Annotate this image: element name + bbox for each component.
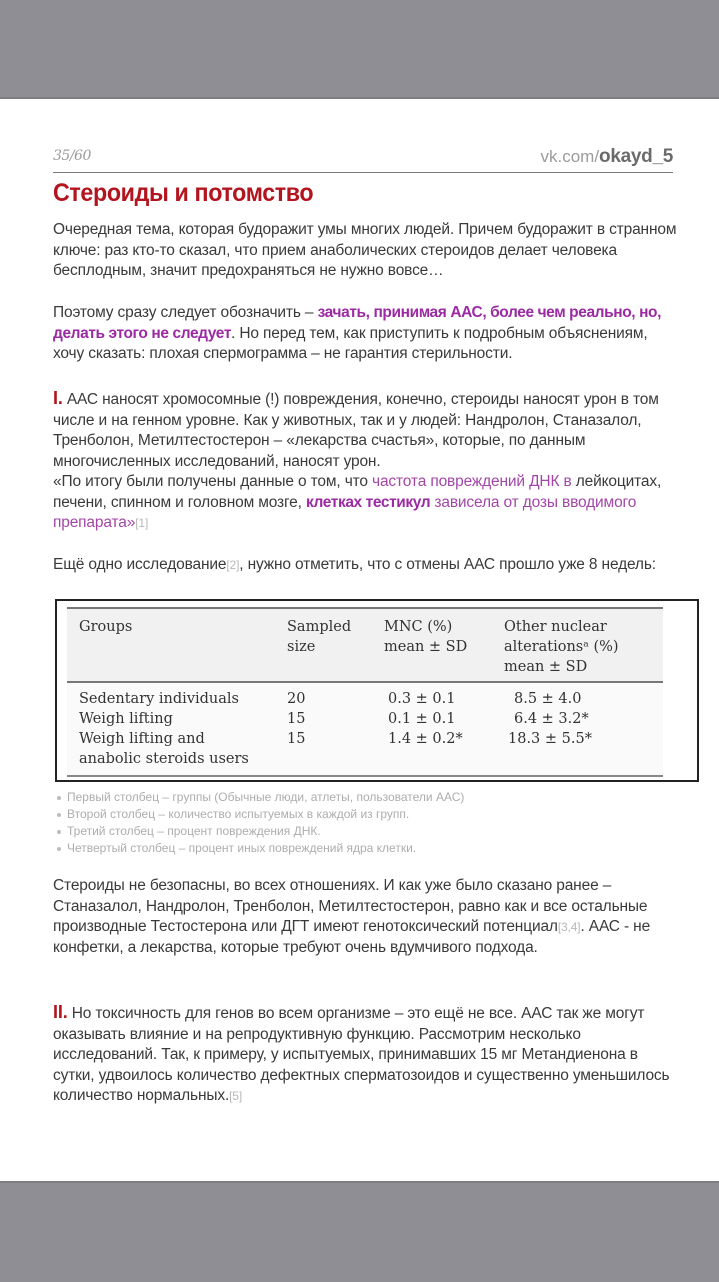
cell-group: Weigh lifting and anabolic steroids users (79, 731, 249, 767)
bullet-icon (57, 813, 61, 817)
study-2-start: Ещё одно исследование (53, 556, 227, 573)
quote-purple-2: зависела от дозы вводимого препарата (53, 493, 637, 531)
viewer-bottom-bar (0, 1181, 719, 1282)
list-item: Четвертый столбец – процент иных повреждений ядра клетки. (57, 840, 464, 857)
table-legend-list (57, 789, 464, 857)
reference-2[interactable]: [2] (226, 558, 240, 572)
conclusion-start: Стероиды не безопасны, во всех отношениях. И как уже было сказано ранее – Станазалол, Нандролон, Тренболон, Метилтестостерон, равно как и все остальные производные Тестостерона или ДГТ имеют генотоксический потенциал (53, 877, 648, 935)
section-1-paragraph (53, 388, 679, 534)
page-title: Стероиды и потомство (53, 179, 314, 207)
warning-end: . Но перед тем, как приступить к подробным объяснениям, хочу сказать: плохая спермограмма – не гарантия стерильности. (53, 324, 648, 362)
document-page[interactable] (53, 99, 677, 1181)
conclusion-end: . ААС - не конфетки, а лекарства, которые требуют очень вдумчивого подхода. (53, 918, 651, 956)
study-2-paragraph (53, 555, 679, 576)
list-item: Второй столбец – количество испытуемых в каждой из групп. (57, 806, 464, 823)
header-mnc: MNC (%) mean ± SD (384, 619, 468, 655)
section-1-numeral: I. (53, 388, 63, 408)
header-other-alterations: Other nuclear alterationsᵃ (%) mean ± SD (504, 619, 619, 675)
bullet-icon (57, 847, 61, 851)
section-2-text: Но токсичность для генов во всем организме – это ещё не все. ААС так же могут оказывать влияние и на репродуктивную функцию. Рассмотрим несколько исследований. Так, к примеру, у испытуемых, принимавших 15 мг Метандиенона в сутки, удвоилось количество дефектных сперматозоидов и существенно уменьшилось количество нормальных. (53, 1005, 670, 1104)
page-number: 35/60 (53, 148, 91, 164)
list-item: Третий столбец – процент повреждения ДНК. (57, 823, 464, 840)
cell-size: 15 (287, 711, 306, 727)
warning-paragraph (53, 303, 679, 365)
section-1-text: ААС наносят хромосомные (!) повреждения, конечно, стероиды наносят урон в том числе и на генном уровне. Как у животных, так и у людей: Нандролон, Станазалол, Тренболон, Метилтестостерон – «лекарства счастья», которые, по данным многочисленных исследований, наносят урон. (53, 391, 659, 470)
cell-group: Sedentary individuals (79, 691, 239, 707)
quote-bold: клетках тестикул (305, 493, 431, 511)
table-body (67, 683, 663, 775)
reference-1[interactable]: [1] (135, 516, 149, 530)
bullet-icon (57, 830, 61, 834)
cell-mnc: 0.3 ± 0.1 (388, 691, 456, 707)
cell-mnc: 0.1 ± 0.1 (388, 711, 456, 727)
cell-other: 8.5 ± 4.0 (514, 691, 582, 707)
cell-size: 15 (287, 731, 306, 747)
quote-purple-1: частота повреждений ДНК в (372, 473, 572, 490)
site-link[interactable] (540, 146, 673, 168)
table-header-row (67, 609, 663, 681)
header-divider (53, 172, 673, 173)
reference-5[interactable]: [5] (229, 1089, 243, 1103)
quote-mid: лейкоцитах, печени, спинном и головном мозге, (53, 473, 662, 511)
section-2-numeral: II. (53, 1002, 68, 1022)
site-handle: okayd_5 (599, 146, 673, 167)
site-prefix: vk.com/ (540, 147, 600, 166)
study-2-end: , нужно отметить, что с отмены ААС прошло уже 8 недель: (239, 556, 656, 573)
cell-other: 6.4 ± 3.2* (514, 711, 589, 727)
cell-other: 18.3 ± 5.5* (508, 731, 592, 747)
cell-mnc: 1.4 ± 0.2* (388, 731, 463, 747)
cell-group: Weigh lifting (79, 711, 173, 727)
quote-start: «По итогу были получены данные о том, что (53, 473, 373, 490)
section-2-paragraph (53, 1002, 679, 1107)
bullet-icon (57, 796, 61, 800)
warning-highlight: зачать, принимая ААС, более чем реально, но, делать этого не следует (53, 304, 662, 342)
table-bottom-rule (67, 775, 663, 777)
list-item: Первый столбец – группы (Обычные люди, атлеты, пользователи ААС) (57, 789, 464, 806)
cell-size: 20 (287, 691, 306, 707)
header-sampled-size: Sampled size (287, 619, 352, 655)
study-table-image (55, 599, 699, 782)
reference-3-4[interactable]: [3,4] (557, 920, 581, 934)
header-groups: Groups (79, 619, 133, 635)
intro-paragraph: Очередная тема, которая будоражит умы многих людей. Причем будоражит в странном ключе: раз кто-то сказал, что прием анаболических стероидов делает человека бесплодным, значит предохраняться не нужно вовсе… (53, 221, 677, 279)
quote-end: » (126, 514, 136, 531)
page-header (53, 146, 673, 168)
viewer-top-bar (0, 0, 719, 99)
warning-start: Поэтому сразу следует обозначить – (53, 304, 318, 321)
conclusion-paragraph (53, 876, 679, 958)
